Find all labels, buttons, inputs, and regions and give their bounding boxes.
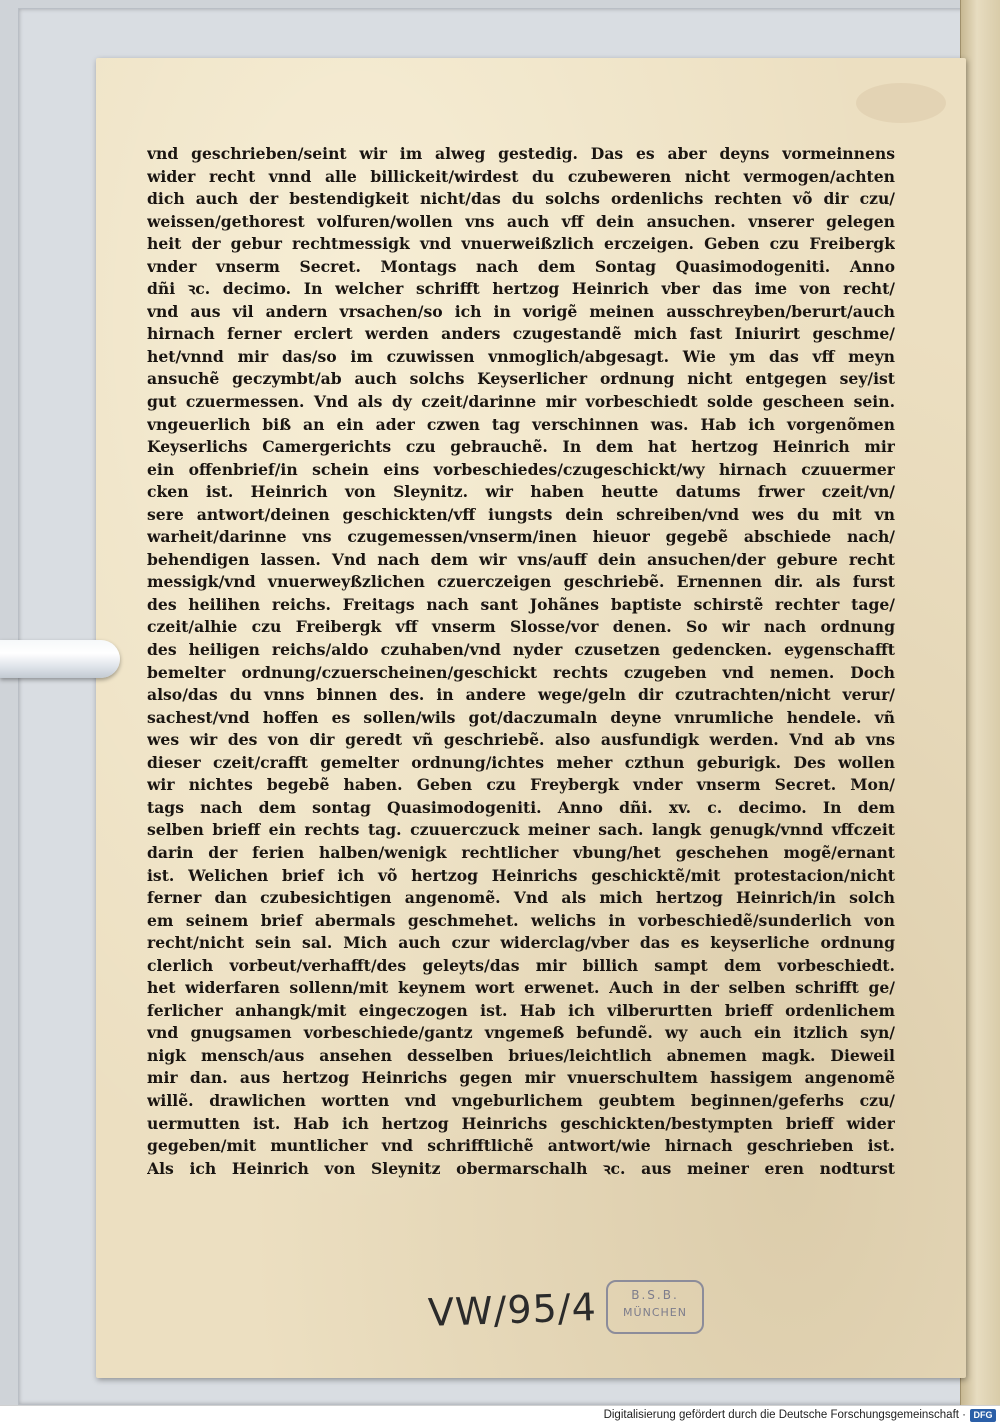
text-line: gut czuermessen. Vnd als dy czeit/darinne mir vorbeschiedt solde gescheen sein. bbox=[147, 392, 895, 412]
text-line: gegeben/mit muntlicher vnd schrifftlichẽ antwort/wie hirnach geschrieben ist. bbox=[147, 1136, 895, 1156]
handwritten-shelfmark: VW/95/4 bbox=[427, 1285, 598, 1335]
text-line: dñi ꝛc. decimo. In welcher schrifft hertzog Heinrich vber das ime von recht/ bbox=[147, 279, 895, 299]
text-line: nigk mensch/aus ansehen desselben briues/leichtlich abnemen magk. Dieweil bbox=[147, 1045, 895, 1065]
text-line: dich auch der bestendigkeit nicht/das du solchs ordenlichs rechten võ dir czu/ bbox=[147, 189, 895, 209]
text-line: des heilihen reichs. Freitags nach sant Johãnes baptiste schirstẽ rechter tage/ bbox=[147, 594, 895, 614]
text-line: recht/nicht sein sal. Mich auch czur widerclag/vber das es keyserliche ordnung bbox=[147, 933, 895, 953]
text-line: behendigen lassen. Vnd nach dem wir vns/auff dein ansuchen/der gebure recht bbox=[147, 549, 895, 569]
text-line: Keyserlichs Camergerichts czu gebrauchẽ. In dem hat hertzog Heinrich mir bbox=[147, 437, 895, 457]
text-line: heit der gebur rechtmessigk vnd vnuerweißzlich erczeigen. Geben czu Freibergk bbox=[147, 234, 895, 254]
text-line: weissen/gethorest volfuren/wollen vns auch vff dein ansuchen. vnserer gelegen bbox=[147, 211, 895, 231]
text-line: het/vnnd mir das/so im czuwissen vnmoglich/abgesagt. Wie ym das vff meyn bbox=[147, 346, 895, 366]
text-line: clerlich vorbeut/verhafft/des geleyts/das mir billich sampt dem vorbeschiedt. bbox=[147, 955, 895, 975]
text-line: wider recht vnnd alle billickeit/wirdest du czubeweren nicht vermogen/achten bbox=[147, 166, 895, 186]
text-line: mir dan. aus hertzog Heinrichs gegen mir vnuerschultem hassigem angenomẽ bbox=[147, 1068, 895, 1088]
text-line: vnd geschrieben/seint wir im alweg gestedig. Das es aber deyns vormeinnens bbox=[147, 144, 895, 163]
text-line: ferner dan czubesichtigen angenomẽ. Vnd als mich hertzog Heinrich/in solch bbox=[147, 888, 895, 908]
text-line: uermutten ist. Hab ich hertzog Heinrichs geschickten/bestympten brieff wider bbox=[147, 1113, 895, 1133]
stamp-line-2: MÜNCHEN bbox=[623, 1306, 687, 1319]
text-line: cken ist. Heinrich von Sleynitz. wir haben heutte datums frwer czeit/vn/ bbox=[147, 482, 895, 502]
text-line: messigk/vnd vnuerweyßzlichen czuerczeigen geschriebẽ. Ernennen dir. als furst bbox=[147, 572, 895, 592]
page-body-text bbox=[147, 143, 895, 1180]
text-line: tags nach dem sontag Quasimodogeniti. Anno dñi. xv. c. decimo. In dem bbox=[147, 797, 895, 817]
text-line: ist. Welichen brief ich võ hertzog Heinrichs geschicktẽ/mit protestacion/nicht bbox=[147, 865, 895, 885]
text-line: vnd gnugsamen vorbeschiede/gantz vngemeß befundẽ. wy auch ein itzlich syn/ bbox=[147, 1023, 895, 1043]
text-line: em seinem brief abermals geschmehet. welichs in vorbeschiedẽ/sunderlich von bbox=[147, 910, 895, 930]
text-line: Als ich Heinrich von Sleynitz obermarschalh ꝛc. aus meiner eren nodturst bbox=[147, 1158, 895, 1178]
text-line: dieser czeit/crafft gemelter ordnung/ichtes meher czthun geburigk. Des wollen bbox=[147, 752, 895, 772]
funding-credit: Digitalisierung gefördert durch die Deutsche Forschungsgemeinschaft · bbox=[603, 1409, 966, 1421]
stamp-line-1: B.S.B. bbox=[631, 1288, 679, 1302]
text-line: warheit/darinne vns czugemessen/vnserm/inen hieuor gegebẽ abschiede nach/ bbox=[147, 527, 895, 547]
page-holder-clip bbox=[0, 640, 120, 678]
text-line: sere antwort/deinen geschickten/vff iungsts dein schreiben/vnd wes du mit vn bbox=[147, 504, 895, 524]
text-line: wes wir des von dir geredt vñ geschriebẽ. also ausfundigk werden. Vnd ab vns bbox=[147, 730, 895, 750]
text-line: des heiligen reichs/aldo czuhaben/vnd nyder czusetzen gedencken. eygenschafft bbox=[147, 640, 895, 660]
text-line: hirnach ferner erclert werden anders czugestandẽ mich fast Iniurirt geschme/ bbox=[147, 324, 895, 344]
text-line: het widerfaren sollenn/mit keynem wort erwenet. Auch in der selben schrifft ge/ bbox=[147, 978, 895, 998]
text-line: ansuchẽ geczymbt/ab auch solchs Keyserlicher ordnung nicht entgegen sey/ist bbox=[147, 369, 895, 389]
text-line: vnder vnserm Secret. Montags nach dem Sontag Quasimodogeniti. Anno bbox=[147, 256, 895, 276]
text-line: sachest/vnd hoffen es sollen/wils got/daczumaln deyne vnrumliche hendele. vñ bbox=[147, 707, 895, 727]
text-line: also/das du vnns binnen des. in andere wege/geln dir czutrachten/nicht verur/ bbox=[147, 685, 895, 705]
dfg-logo-icon: DFG bbox=[970, 1409, 996, 1422]
facing-page-edge bbox=[960, 0, 1000, 1405]
library-stamp bbox=[606, 1280, 704, 1334]
text-line: willẽ. drawlichen wortten vnd vngeburlichem geubtem beginnen/geferhs czu/ bbox=[147, 1090, 895, 1110]
text-line: selben brieff ein rechts tag. czuuerczuck meiner sach. langk genugk/vnnd vffczeit bbox=[147, 820, 895, 840]
page-stain bbox=[856, 83, 946, 123]
text-line: bemelter ordnung/czuerscheinen/geschickt rechts czugeben vnd nemen. Doch bbox=[147, 662, 895, 682]
text-line: wir nichtes begebẽ haben. Geben czu Freybergk vnder vnserm Secret. Mon/ bbox=[147, 775, 895, 795]
text-line: vnd aus vil andern vrsachen/so ich in vorigẽ meinen ausschreyben/berurt/auch bbox=[147, 301, 895, 321]
text-line: ein offenbrief/in schein eins vorbeschiedes/czugeschickt/wy hirnach czuuermer bbox=[147, 459, 895, 479]
digitization-footer bbox=[0, 1405, 1000, 1426]
text-line: ferlicher anhangk/mit eingeczogen ist. Hab ich vilberurtten brieff ordenlichem bbox=[147, 1000, 895, 1020]
text-line: vngeuerlich biß an ein ader czwen tag verschinnen was. Hab ich vorgenõmen bbox=[147, 414, 895, 434]
text-line: czeit/alhie czu Freibergk vff vnserm Slosse/vor denen. So wir nach ordnung bbox=[147, 617, 895, 637]
text-line: darin der ferien halben/wenigk rechtlicher vbung/het geschehen mogẽ/ernant bbox=[147, 842, 895, 862]
